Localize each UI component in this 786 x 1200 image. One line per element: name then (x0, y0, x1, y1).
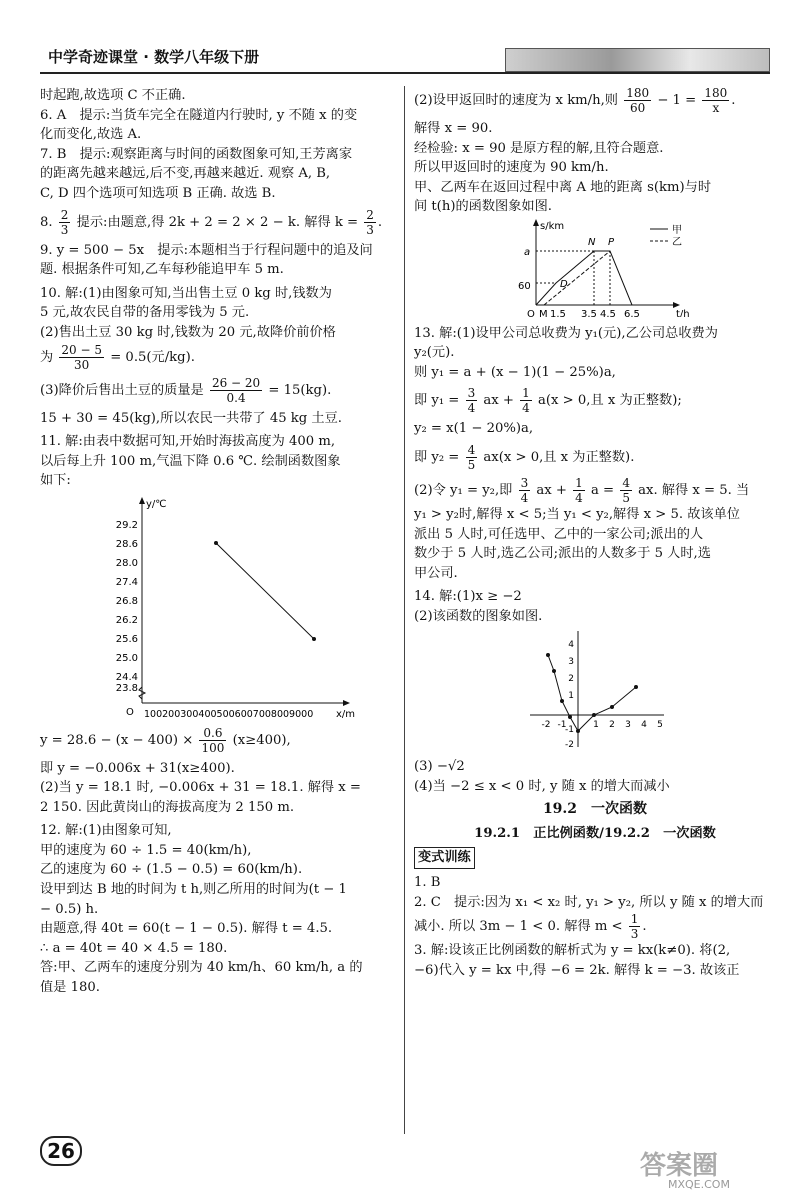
watermark: 答案圈 (640, 1151, 719, 1181)
svg-text:3: 3 (625, 719, 631, 730)
fraction: $\frac{180}{x}$ (704, 86, 728, 115)
ex2-line: 减小. 所以 3m − 1 < 0. 解得 m < $\frac{1}{3}$ . (414, 912, 647, 942)
svg-text:s/km: s/km (540, 220, 565, 232)
text-line: −6)代入 y = kx 中,得 −6 = 2k. 解得 k = −3. 故该正 (414, 962, 740, 978)
page-header (0, 0, 786, 84)
watermark-url: MXQE.COM (668, 1178, 730, 1191)
fraction: $\frac{2}{3}$ (366, 207, 374, 237)
text-line: 7. B 提示:观察距离与时间的函数图象可知,王芳离家 (40, 146, 353, 162)
q13-line: 即 y₂ = $\frac{4}{5}$ ax(x > 0,且 x 为正整数). (414, 442, 635, 472)
text-line: 2 150. 因此黄岗山的海拔高度为 2 150 m. (40, 799, 295, 815)
text-line: 甲、乙两车在返回过程中离 A 地的距离 s(km)与时 (414, 179, 712, 195)
svg-text:t/h: t/h (676, 308, 690, 317)
text-line: 5 元,故农民自带的备用零钱为 5 元. (40, 305, 250, 321)
text-line: 解得 x = 90. (414, 121, 493, 136)
graph-line (216, 543, 314, 639)
text-line: 数少于 5 人时,选乙公司;派出的人数多于 5 人时,选 (414, 546, 711, 562)
svg-text:-1: -1 (565, 724, 574, 735)
svg-text:-2: -2 (565, 739, 574, 750)
text-line: 11. 解:由表中数据可知,开始时海拔高度为 400 m, (40, 434, 336, 450)
svg-text:乙: 乙 (672, 236, 682, 248)
svg-text:28.6: 28.6 (115, 538, 138, 550)
text-line: 1. B (414, 875, 441, 891)
text-line: 2. C 提示:因为 x₁ < x₂ 时, y₁ > y₂, 所以 y 随 x 的增大而 (414, 894, 764, 910)
text-line: y₁ > y₂时,解得 x < 5;当 y₁ < y₂,解得 x > 5. 故该单位 (414, 506, 740, 522)
text-line: 题. 根据条件可知,乙车每秒能追甲车 5 m. (40, 262, 284, 278)
text-line: 派出 5 人时,可任选甲、乙中的一家公司;派出的人 (414, 526, 704, 542)
svg-text:24.4: 24.4 (115, 671, 138, 683)
svg-text:3: 3 (568, 656, 574, 667)
text-line: (2)该函数的图象如图. (414, 608, 543, 624)
text-line: (4)当 −2 ≤ x < 0 时, y 随 x 的增大而减小 (414, 778, 670, 794)
exercise-box: 变式训练 (414, 847, 475, 869)
svg-text:1: 1 (568, 690, 574, 701)
svg-text:29.2: 29.2 (115, 519, 138, 531)
svg-text:-2: -2 (541, 719, 551, 730)
fraction: $\frac{20 - 5}{30}$ (61, 342, 102, 372)
svg-text:25.0: 25.0 (115, 652, 138, 664)
column-divider (404, 86, 405, 1134)
svg-text:P: P (608, 236, 615, 248)
text-line: 时起跑,故选项 C 不正确. (40, 88, 186, 103)
svg-text:3.5: 3.5 (581, 308, 597, 317)
fraction: $\frac{2}{3}$ (60, 207, 69, 237)
svg-text:O: O (527, 308, 535, 317)
svg-text:4: 4 (568, 639, 574, 650)
function-graph-q14 (414, 627, 776, 751)
text-line: 15 + 30 = 45(kg),所以农民一共带了 45 kg 土豆. (40, 410, 342, 426)
svg-text:5: 5 (657, 719, 663, 730)
svg-text:甲: 甲 (672, 224, 682, 236)
temperature-altitude-graph (40, 491, 398, 719)
y-ticks (116, 520, 138, 694)
header-title: 中学奇迹课堂 · 数学八年级下册 (48, 48, 260, 66)
header-banner-image (505, 48, 770, 72)
q13-line: (2)令 y₁ = y₂,即 $\frac{3}{4}$ ax + $\frac{1}{4}$ a = $\frac{4}{5}$ ax. 解得 x = 5. 当 (414, 475, 750, 505)
text-line: y₂(元). (414, 345, 455, 361)
text-line: 则 y₁ = a + (x − 1)(1 − 25%)a, (414, 364, 616, 380)
distance-time-graph (414, 217, 776, 317)
right-column (414, 86, 776, 980)
fraction: $\frac{26 - 20}{0.4}$ (211, 375, 261, 405)
fraction: $\frac{0.6}{100}$ (201, 725, 225, 755)
svg-text:1.5: 1.5 (550, 308, 566, 317)
svg-text:27.4: 27.4 (115, 576, 138, 588)
text-line: 3. 解:设该正比例函数的解析式为 y = kx(k≠0). 将(2, (414, 943, 731, 959)
text-line: 甲公司. (414, 565, 458, 581)
svg-text:28.0: 28.0 (115, 557, 138, 569)
y-axis-label: y/℃ (146, 498, 167, 510)
text-line: 甲的速度为 60 ÷ 1.5 = 40(km/h), (40, 842, 252, 858)
text-line: 由题意,得 40t = 60(t − 1 − 0.5). 解得 t = 4.5. (40, 921, 333, 937)
text-line: 6. A 提示:当货车完全在隧道内行驶时, y 不随 x 的变 (40, 107, 358, 123)
svg-text:60: 60 (518, 280, 531, 292)
q8-line: 8. $\frac{2}{3}$ 提示:由题意,得 2k + 2 = 2 × 2 − k. 解得 k = $\frac{2}{3}$ . (40, 207, 383, 237)
text-line: ∴ a = 40t = 40 × 4.5 = 180. (40, 940, 228, 956)
text-line: 间 t(h)的函数图象如图. (414, 199, 552, 215)
text-line: 9. y = 500 − 5x 提示:本题相当于行程问题中的追及问 (40, 242, 373, 258)
svg-text:4: 4 (641, 719, 647, 730)
svg-text:6.5: 6.5 (624, 308, 640, 317)
text-line: (2)售出土豆 30 kg 时,钱数为 20 元,故降价前价格 (40, 324, 336, 340)
svg-text:M: M (539, 308, 548, 317)
text-line: 14. 解:(1)x ≥ −2 (414, 589, 522, 605)
text-line: (3) −√2 (414, 759, 465, 775)
x-axis-label: x/m (336, 708, 356, 719)
svg-text:-1: -1 (557, 719, 567, 730)
text-line: 的距离先越来越远,后不变,再越来越近. 观察 A, B, (40, 166, 331, 182)
x-ticks: 1002003004005006007008009000 (144, 708, 314, 719)
svg-text:25.6: 25.6 (115, 633, 138, 645)
text-line: 乙的速度为 60 ÷ (1.5 − 0.5) = 60(km/h). (40, 862, 303, 878)
text-line: 13. 解:(1)设甲公司总收费为 y₁(元),乙公司总收费为 (414, 325, 718, 341)
text-line: 如下: (40, 473, 71, 489)
left-column (40, 86, 398, 998)
header-rule (40, 72, 770, 74)
text-line: − 0.5) h. (40, 901, 99, 917)
text-line: 化而变化,故选 A. (40, 127, 142, 143)
svg-text:a: a (524, 246, 531, 258)
q10-line: 为 $\frac{20 - 5}{30}$ = 0.5(元/kg). (40, 342, 195, 372)
text-line: 12. 解:(1)由图象可知, (40, 823, 172, 839)
subsection-title: 19.2.1 正比例函数/19.2.2 一次函数 (474, 825, 716, 841)
text-line: 经检验: x = 90 是原方程的解,且符合题意. (414, 140, 664, 156)
origin-label: O (126, 706, 134, 718)
text-line: C, D 四个选项可知选项 B 正确. 故选 B. (40, 185, 276, 201)
svg-text:23.8: 23.8 (115, 682, 138, 694)
q13-line: 即 y₁ = $\frac{3}{4}$ ax + $\frac{1}{4}$ a(x > 0,且 x 为正整数); (414, 386, 682, 416)
svg-text:26.2: 26.2 (115, 614, 138, 626)
svg-text:1: 1 (593, 719, 599, 730)
q11-line: y = 28.6 − (x − 400) × $\frac{0.6}{100}$ (x≥400), (40, 725, 291, 755)
text-line: 答:甲、乙两车的速度分别为 40 km/h、60 km/h, a 的 (40, 960, 363, 976)
svg-text:4.5: 4.5 (600, 308, 616, 317)
svg-text:2: 2 (609, 719, 615, 730)
svg-text:D: D (560, 278, 568, 290)
fraction: $\frac{180}{60}$ (626, 86, 650, 115)
text-line: 设甲到达 B 地的时间为 t h,则乙所用的时间为(t − 1 (40, 882, 347, 898)
q12b-line: (2)设甲返回时的速度为 x km/h,则 $\frac{180}{60}$ − 1 = $\frac{180}{x}$ . (414, 86, 736, 115)
text-line: 值是 180. (40, 980, 100, 996)
svg-text:N: N (588, 236, 596, 248)
text-line: 10. 解:(1)由图象可知,当出售土豆 0 kg 时,钱数为 (40, 285, 332, 301)
page-number: 26 (40, 1136, 82, 1166)
text-line: 即 y = −0.006x + 31(x≥400). (40, 760, 235, 776)
svg-text:26.8: 26.8 (115, 595, 138, 607)
exercise-box-line (414, 847, 776, 869)
text-line: 以后每上升 100 m,气温下降 0.6 ℃. 绘制函数图象 (40, 453, 341, 469)
text-line: (2)当 y = 18.1 时, −0.006x + 31 = 18.1. 解得 x = (40, 780, 361, 796)
text-line: 所以甲返回时的速度为 90 km/h. (414, 160, 609, 176)
q10-line: (3)降价后售出土豆的质量是 $\frac{26 - 20}{0.4}$ = 15(kg). (40, 375, 332, 405)
svg-text:2: 2 (568, 673, 574, 684)
text-line: y₂ = x(1 − 20%)a, (414, 421, 534, 437)
section-title: 19.2 一次函数 (542, 801, 648, 818)
